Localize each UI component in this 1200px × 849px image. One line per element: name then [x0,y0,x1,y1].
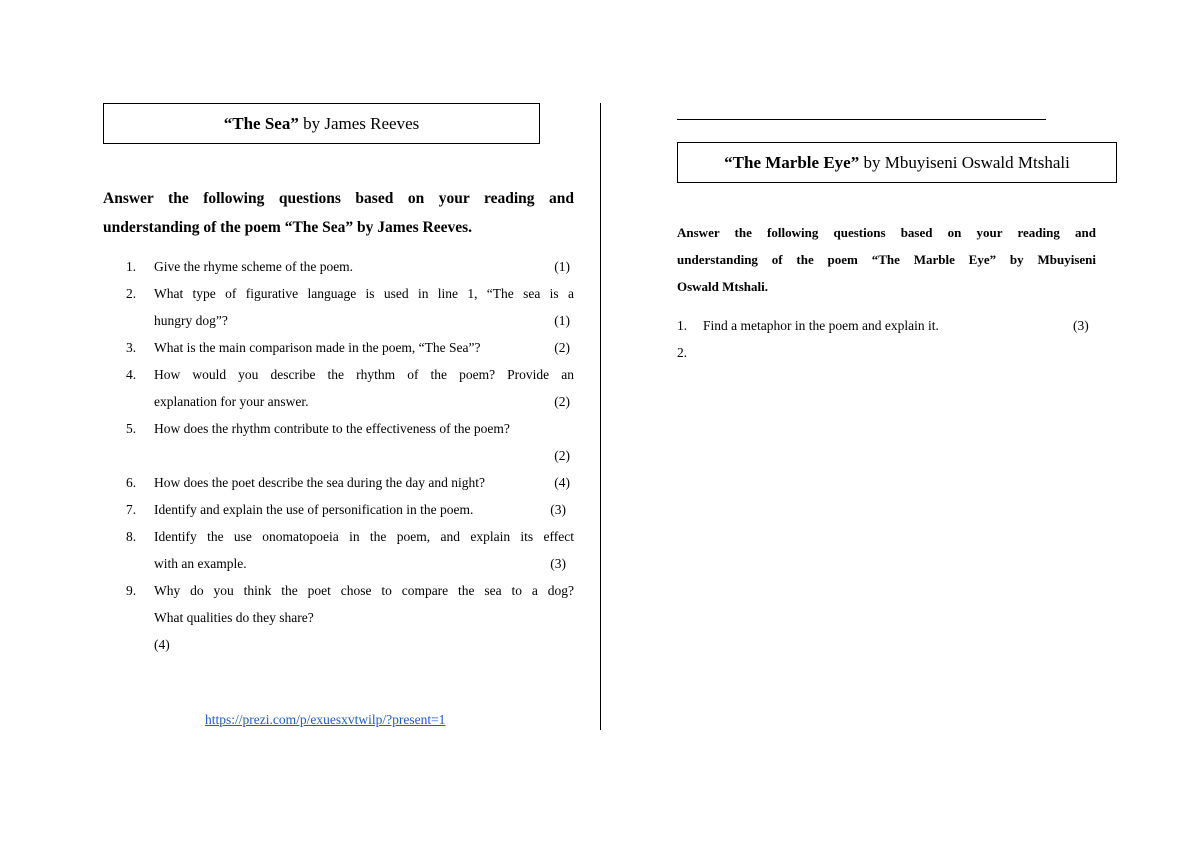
marble-eye-question-list [677,312,1097,366]
sea-question-8 [126,523,574,577]
question-marks: (2) [554,448,570,463]
question-number: 2. [677,345,688,360]
marble-eye-instructions [677,219,1096,300]
sea-question-list [126,253,574,658]
sea-question-9 [126,577,574,658]
sea-instructions [103,184,574,242]
sea-title-bold: “The Sea” [223,113,299,133]
question-text-cont: with an example. [154,556,247,571]
question-marks: (4) [154,637,170,652]
question-number: 7. [126,502,137,517]
question-number: 1. [126,259,137,274]
sea-question-6 [126,469,574,496]
sea-question-7 [126,496,574,523]
sea-question-3 [126,334,574,361]
question-number: 2. [126,286,137,301]
question-text [703,339,1073,366]
question-text: How would you describe the rhythm of the poem? Provide an [154,367,574,382]
question-text: What type of figurative language is used in line 1, “The sea is a [154,286,574,301]
marble-eye-instruction-line2: understanding of the poem “The Marble Eye” by Mbuyiseni [677,252,1096,267]
marble-eye-question-1 [677,312,1097,339]
question-marks: (3) [550,502,566,517]
question-text: Identify and explain the use of personification in the poem. [154,502,474,517]
question-number: 8. [126,529,137,544]
question-marks: (2) [554,340,570,355]
question-text: How does the rhythm contribute to the effectiveness of the poem? [154,421,510,436]
question-marks: (2) [554,394,570,409]
question-text-cont: What qualities do they share? [154,610,314,625]
header-rule [677,119,1046,120]
sea-instruction-line1: Answer the following questions based on your reading and [103,190,574,207]
sea-title-box [103,103,540,144]
question-number: 4. [126,367,137,382]
question-text: What is the main comparison made in the poem, “The Sea”? [154,340,481,355]
column-divider [600,103,601,730]
question-number: 5. [126,421,137,436]
question-number: 1. [677,318,688,333]
prezi-link[interactable]: https://prezi.com/p/exuesxvtwilp/?present=1 [205,712,446,727]
question-text: Find a metaphor in the poem and explain it. [703,318,939,333]
question-text: How does the poet describe the sea during the day and night? [154,475,486,490]
sea-question-1 [126,253,574,280]
marble-eye-title-bold: “The Marble Eye” [724,152,860,172]
question-text-cont: explanation for your answer. [154,394,309,409]
question-marks: (3) [1073,318,1089,333]
question-marks: (1) [554,259,570,274]
sea-question-5 [126,415,574,469]
question-text-cont: hungry dog”? [154,313,228,328]
question-marks: (1) [554,313,570,328]
sea-title-author: by James Reeves [303,113,420,133]
sea-question-4 [126,361,574,415]
marble-eye-title-author: by Mbuyiseni Oswald Mtshali [863,152,1070,172]
question-text: Give the rhyme scheme of the poem. [154,259,354,274]
question-number: 3. [126,340,137,355]
marble-eye-question-2 [677,339,1097,366]
question-marks: (3) [550,556,566,571]
question-number: 6. [126,475,137,490]
question-text: Identify the use onomatopoeia in the poem, and explain its effect [154,529,574,544]
sea-question-2 [126,280,574,334]
marble-eye-instruction-line1: Answer the following questions based on your reading and [677,225,1096,240]
question-number: 9. [126,583,137,598]
marble-eye-instruction-line3: Oswald Mtshali. [677,279,769,294]
question-text: Why do you think the poet chose to compare the sea to a dog? [154,583,574,598]
marble-eye-title-box [677,142,1117,183]
sea-instruction-line2: understanding of the poem “The Sea” by James Reeves. [103,219,472,236]
question-marks: (4) [554,475,570,490]
